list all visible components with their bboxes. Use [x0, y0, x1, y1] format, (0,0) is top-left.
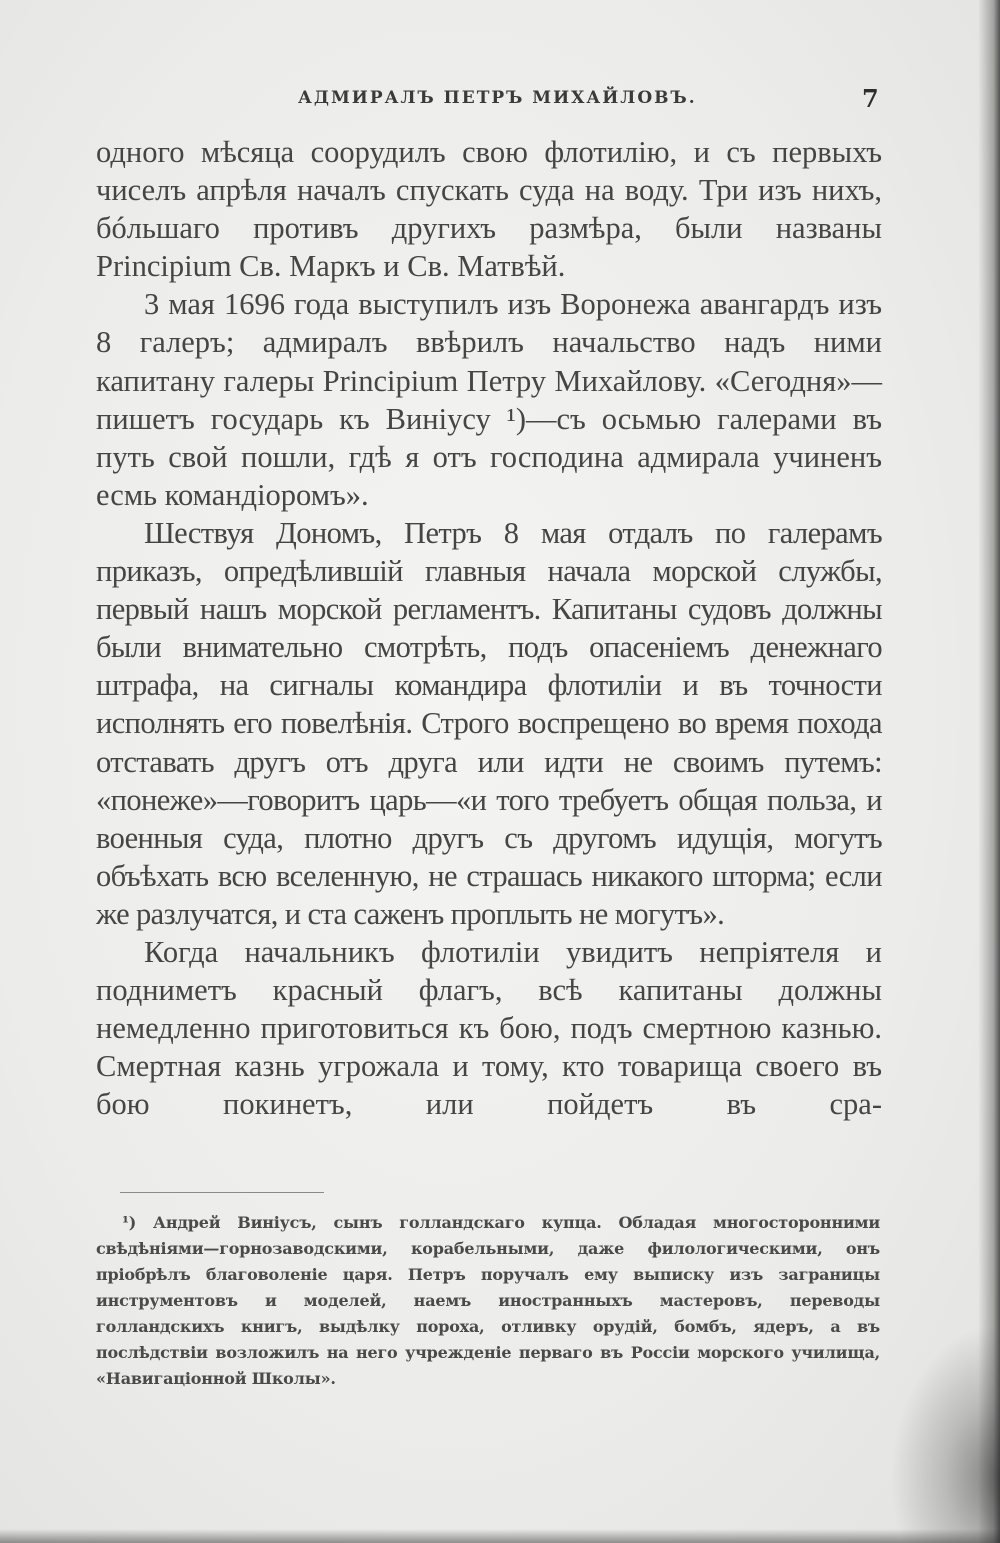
paragraph-3: Шествуя Дономъ, Петръ 8 мая отдалъ по галерамъ приказъ, опредѣлившій главныя начала морской службы, первый нашъ морской регламентъ. Капитаны судовъ должны были внимательно смотрѣть, подъ опасеніемъ денежнаго штрафа, на сигналы командира флотиліи и въ точности исполнять его повелѣнія. Строго воспрещено во время похода отставать другъ отъ друга или идти не своимъ путемъ: «понеже»—говоритъ царь—«и того требуетъ общая польза, и военныя суда, плотно другъ съ другомъ идущія, могутъ объѣхать всю вселенную, не страшась никакого шторма; если же разлучатся, и ста саженъ проплыть не могутъ».: [96, 515, 882, 931]
paragraph-1: одного мѣсяца соорудилъ свою флотилію, и съ первыхъ чиселъ апрѣля началъ спускать суда на воду. Три изъ нихъ, бóльшаго противъ другихъ размѣра, были названы Principium Св. Маркъ и Св. Матвѣй.: [96, 135, 882, 284]
running-title: АДМИРАЛЪ ПЕТРЪ МИХАЙЛОВЪ.: [298, 88, 697, 108]
paragraph-2: 3 мая 1696 года выступилъ изъ Воронежа авангардъ изъ 8 галеръ; адмиралъ ввѣрилъ начальство надъ ними капитану галеры Principium Петру Михайлову. «Сегодня»—пишетъ государь къ Виніусу ¹)—съ осьмью галерами въ путь свой пошли, гдѣ я отъ господина адмирала учиненъ есмь командіоромъ».: [96, 287, 882, 512]
footnote: ¹) Андрей Виніусъ, сынъ голландскаго купца. Обладая многосторонними свѣдѣніями—горнозаводскими, корабельными, даже филологическими, онъ пріобрѣлъ благоволеніе царя. Петръ поручалъ ему выписку изъ заграницы инструментовъ и моделей, наемъ иностранныхъ мастеровъ, переводы голландскихъ книгъ, выдѣлку пороха, отливку орудій, бомбъ, ядеръ, а въ послѣдствіи возложилъ на него учрежденіе перваго въ Россіи морского училища, «Навигаціонной Школы».: [96, 1213, 880, 1388]
page-number: 7: [862, 84, 879, 113]
thumb-shadow: [890, 1323, 1000, 1543]
body-text: [96, 133, 882, 1123]
paragraph-4: Когда начальникъ флотиліи увидитъ непріятеля и подниметъ красный флагъ, всѣ капитаны должны немедленно приготовиться къ бою, подъ смертною казнью. Смертная казнь угрожала и тому, кто товарища своего въ бою покинетъ, или пойдетъ въ сра-: [96, 934, 882, 1122]
footnote-divider: [120, 1192, 324, 1193]
page-edge-shadow-right: [978, 0, 1000, 1543]
page-edge-shadow-bottom: [0, 1529, 1000, 1543]
